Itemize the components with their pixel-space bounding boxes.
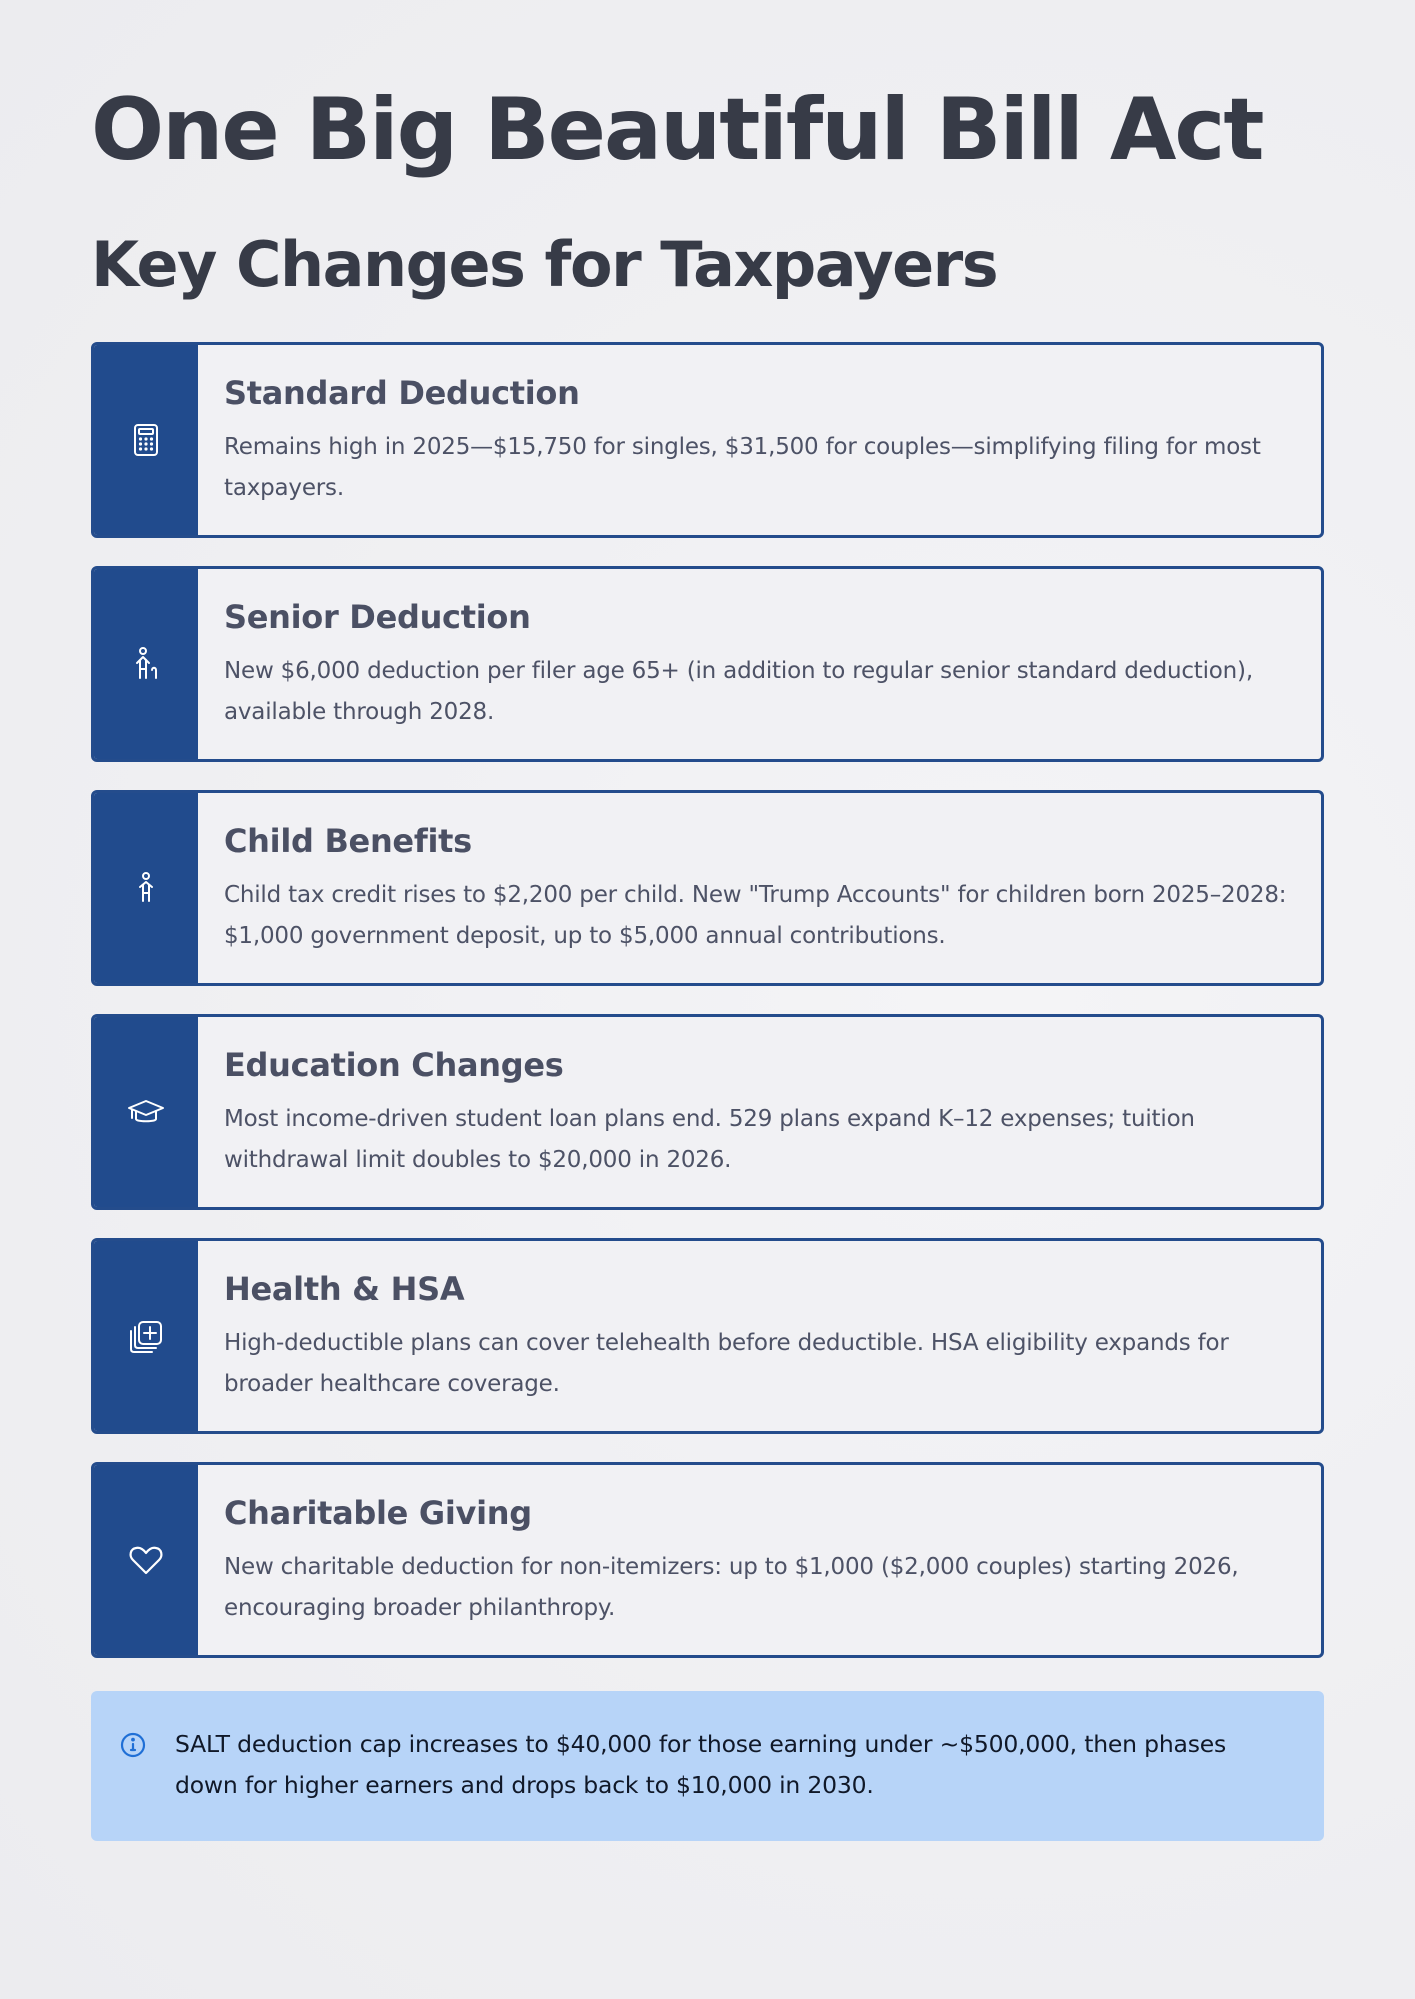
calculator-icon bbox=[126, 420, 166, 460]
medical-plus-icon bbox=[126, 1316, 166, 1356]
child-icon bbox=[126, 868, 166, 908]
graduation-cap-icon bbox=[126, 1092, 166, 1132]
card-icon-panel bbox=[94, 1241, 198, 1431]
card-icon-panel bbox=[94, 793, 198, 983]
card-title: Charitable Giving bbox=[224, 1494, 532, 1532]
note-text: SALT deduction cap increases to $40,000 for those earning under ~$500,000, then phases down for higher earners and drops back to $10,000 in 2030. bbox=[175, 1730, 1227, 1799]
card-icon-panel bbox=[94, 1017, 198, 1207]
card-senior-deduction bbox=[91, 566, 1324, 762]
card-title: Standard Deduction bbox=[224, 374, 580, 412]
page-subtitle: Key Changes for Taxpayers bbox=[91, 228, 998, 301]
cards-list bbox=[91, 342, 1324, 1686]
salt-info-note bbox=[91, 1691, 1324, 1841]
page-title: One Big Beautiful Bill Act bbox=[91, 80, 1263, 180]
card-body bbox=[198, 1241, 1321, 1431]
card-body bbox=[198, 345, 1321, 535]
card-text: High-deductible plans can cover telehealth before deductible. HSA eligibility expands for broader healthcare coverage. bbox=[224, 1330, 1229, 1397]
card-title: Health & HSA bbox=[224, 1270, 465, 1308]
card-body bbox=[198, 1017, 1321, 1207]
card-title: Education Changes bbox=[224, 1046, 564, 1084]
card-text: Most income-driven student loan plans end. 529 plans expand K–12 expenses; tuition withdrawal limit doubles to $20,000 in 2026. bbox=[224, 1106, 1195, 1173]
card-child-benefits bbox=[91, 790, 1324, 986]
card-body bbox=[198, 569, 1321, 759]
card-charitable-giving bbox=[91, 1462, 1324, 1658]
card-title: Senior Deduction bbox=[224, 598, 531, 636]
card-body bbox=[198, 793, 1321, 983]
heart-icon bbox=[126, 1540, 166, 1580]
info-icon bbox=[119, 1731, 147, 1759]
card-icon-panel bbox=[94, 569, 198, 759]
card-text: New charitable deduction for non-itemizers: up to $1,000 ($2,000 couples) starting 2026, encouraging broader philanthropy. bbox=[224, 1554, 1239, 1621]
card-education-changes bbox=[91, 1014, 1324, 1210]
card-health-hsa bbox=[91, 1238, 1324, 1434]
card-body bbox=[198, 1465, 1321, 1655]
card-text: Remains high in 2025—$15,750 for singles, $31,500 for couples—simplifying filing for most taxpayers. bbox=[224, 434, 1261, 501]
card-text: New $6,000 deduction per filer age 65+ (in addition to regular senior standard deduction), available through 2028. bbox=[224, 658, 1253, 725]
card-text: Child tax credit rises to $2,200 per child. New "Trump Accounts" for children born 2025–2028: $1,000 government deposit, up to $5,000 annual contributions. bbox=[224, 882, 1287, 949]
card-icon-panel bbox=[94, 345, 198, 535]
senior-person-icon bbox=[126, 644, 166, 684]
card-icon-panel bbox=[94, 1465, 198, 1655]
card-standard-deduction bbox=[91, 342, 1324, 538]
card-title: Child Benefits bbox=[224, 822, 472, 860]
